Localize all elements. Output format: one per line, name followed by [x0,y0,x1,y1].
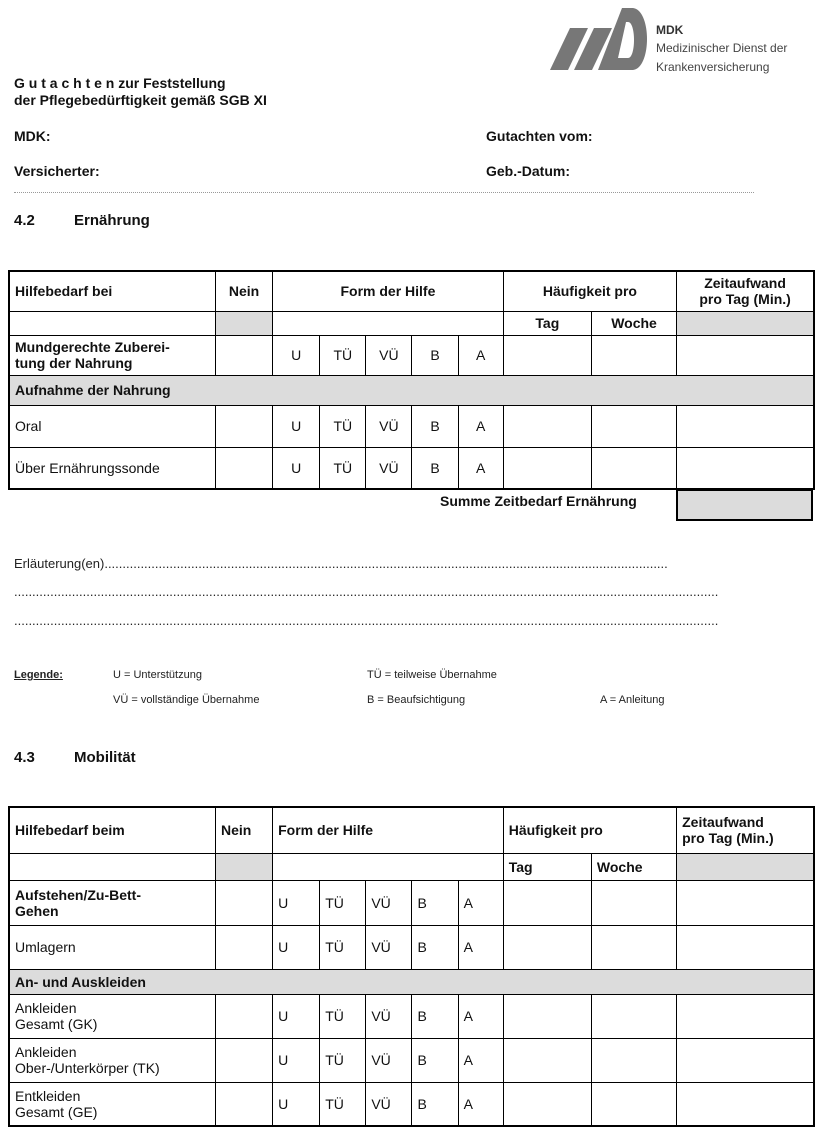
mdk-label: MDK: [14,128,51,144]
form-u[interactable]: U [273,1082,320,1126]
tag-cell[interactable] [503,1082,591,1126]
row-label: Oral [9,405,216,447]
form-vu[interactable]: VÜ [366,925,412,969]
form-vu[interactable]: VÜ [366,880,412,925]
form-b[interactable]: B [412,1082,458,1126]
form-tu[interactable]: TÜ [320,405,366,447]
section-4-3-title: Mobilität [74,749,136,766]
row-label: Über Ernährungssonde [9,447,216,489]
col-woche: Woche [591,853,676,880]
form-b[interactable]: B [412,925,458,969]
erlaeuterung-line1[interactable]: Erläuterung(en)............................................................................................................................................................ [14,556,668,571]
form-tu[interactable]: TÜ [320,925,366,969]
geb-datum-label: Geb.-Datum: [486,163,570,179]
tag-cell[interactable] [503,335,591,375]
tag-cell[interactable] [503,447,591,489]
tag-cell[interactable] [503,1038,591,1082]
zeit-cell[interactable] [677,405,814,447]
zeit-cell[interactable] [677,1082,814,1126]
erlaeuterung-line2[interactable]: ................................................................................................................................................................................................... [14,584,719,599]
mdk-logo-icon [548,4,650,74]
row-label: Ankleiden Gesamt (GK) [9,994,216,1038]
erlaeuterung-line3[interactable]: ................................................................................................................................................................................................... [14,613,719,628]
summe-field[interactable] [676,489,813,521]
nein-cell[interactable] [216,994,273,1038]
form-b[interactable]: B [412,994,458,1038]
mobilitaet-table [8,806,815,1127]
form-tu[interactable]: TÜ [320,1038,366,1082]
gutachten-vom-label: Gutachten vom: [486,128,593,144]
form-b[interactable]: B [412,335,458,375]
nein-cell[interactable] [216,1038,273,1082]
form-u[interactable]: U [273,994,320,1038]
ernaehrung-table [8,270,815,490]
nein-cell[interactable] [216,925,273,969]
form-a[interactable]: A [458,1038,503,1082]
table-row [9,335,814,375]
nein-cell[interactable] [216,447,273,489]
col-form-der-hilfe: Form der Hilfe [273,807,504,853]
woche-cell[interactable] [591,1082,676,1126]
table-row [9,1082,814,1126]
form-b[interactable]: B [412,447,458,489]
doc-title-line2: der Pflegebedürftigkeit gemäß SGB XI [14,92,267,108]
form-vu[interactable]: VÜ [366,1038,412,1082]
form-tu[interactable]: TÜ [320,880,366,925]
versicherter-label: Versicherter: [14,163,100,179]
col-nein: Nein [216,271,273,311]
row-label: Aufstehen/Zu-Bett- Gehen [9,880,216,925]
header-divider [14,192,754,193]
legende-u: U = Unterstützung [113,669,202,681]
tag-cell[interactable] [503,880,591,925]
row-label: Umlagern [9,925,216,969]
form-vu[interactable]: VÜ [366,335,412,375]
woche-cell[interactable] [591,447,676,489]
form-vu[interactable]: VÜ [366,1082,412,1126]
nein-cell[interactable] [216,405,273,447]
form-a[interactable]: A [458,994,503,1038]
section-4-2-number: 4.2 [14,212,35,229]
col-nein: Nein [216,807,273,853]
col-form-der-hilfe: Form der Hilfe [273,271,504,311]
woche-cell[interactable] [591,335,676,375]
nein-cell[interactable] [216,1082,273,1126]
woche-cell[interactable] [591,405,676,447]
form-u[interactable]: U [273,1038,320,1082]
form-vu[interactable]: VÜ [366,447,412,489]
row-label: Ankleiden Ober-/Unterkörper (TK) [9,1038,216,1082]
legende-tu: TÜ = teilweise Übernahme [367,669,497,681]
group-an-auskleiden: An- und Auskleiden [9,969,814,994]
form-a[interactable]: A [458,335,503,375]
form-a[interactable]: A [458,405,503,447]
col-zeitaufwand: Zeitaufwand pro Tag (Min.) [677,271,814,311]
zeit-cell[interactable] [677,1038,814,1082]
zeit-cell[interactable] [677,447,814,489]
logo-line2: Krankenversicherung [656,60,770,74]
row-label: Mundgerechte Zuberei- tung der Nahrung [9,335,216,375]
table-row [9,994,814,1038]
zeit-cell[interactable] [677,335,814,375]
col-haeufigkeit: Häufigkeit pro [503,807,676,853]
legende-label: Legende: [14,669,63,681]
table-row [9,447,814,489]
col-tag: Tag [503,311,591,335]
form-a[interactable]: A [458,880,503,925]
col-haeufigkeit: Häufigkeit pro [503,271,676,311]
woche-cell[interactable] [591,880,676,925]
form-b[interactable]: B [412,880,458,925]
col-tag: Tag [503,853,591,880]
form-vu[interactable]: VÜ [366,405,412,447]
form-a[interactable]: A [458,1082,503,1126]
form-tu[interactable]: TÜ [320,335,366,375]
tag-cell[interactable] [503,925,591,969]
table-row [9,405,814,447]
tag-cell[interactable] [503,405,591,447]
table-row [9,925,814,969]
zeit-cell[interactable] [677,994,814,1038]
summe-label: Summe Zeitbedarf Ernährung [440,493,637,509]
form-u[interactable]: U [273,880,320,925]
col-zeitaufwand: Zeitaufwand pro Tag (Min.) [677,807,814,853]
col-hilfebedarf: Hilfebedarf beim [9,807,216,853]
form-vu[interactable]: VÜ [366,994,412,1038]
form-u[interactable]: U [273,925,320,969]
table-row [9,1038,814,1082]
legende-b: B = Beaufsichtigung [367,694,466,706]
col-hilfebedarf: Hilfebedarf bei [9,271,216,311]
table-row [9,880,814,925]
form-u[interactable]: U [273,335,320,375]
form-tu[interactable]: TÜ [320,994,366,1038]
zeit-cell[interactable] [677,880,814,925]
form-tu[interactable]: TÜ [320,447,366,489]
legende-a: A = Anleitung [600,694,665,706]
doc-title-line1: G u t a c h t e n zur Feststellung [14,75,226,91]
zeit-cell[interactable] [677,925,814,969]
form-b[interactable]: B [412,405,458,447]
legende-vu: VÜ = vollständige Übernahme [113,694,260,706]
nein-cell[interactable] [216,880,273,925]
form-u[interactable]: U [273,405,320,447]
section-4-3-number: 4.3 [14,749,35,766]
form-u[interactable]: U [273,447,320,489]
row-label: Entkleiden Gesamt (GE) [9,1082,216,1126]
section-4-2-title: Ernährung [74,212,150,229]
group-aufnahme: Aufnahme der Nahrung [9,375,814,405]
tag-cell[interactable] [503,994,591,1038]
form-a[interactable]: A [458,447,503,489]
woche-cell[interactable] [591,1038,676,1082]
woche-cell[interactable] [591,925,676,969]
form-tu[interactable]: TÜ [320,1082,366,1126]
form-b[interactable]: B [412,1038,458,1082]
form-a[interactable]: A [458,925,503,969]
woche-cell[interactable] [591,994,676,1038]
col-woche: Woche [591,311,676,335]
logo-abbr: MDK [656,23,684,37]
nein-cell[interactable] [216,335,273,375]
logo-line1: Medizinischer Dienst der [656,41,788,55]
